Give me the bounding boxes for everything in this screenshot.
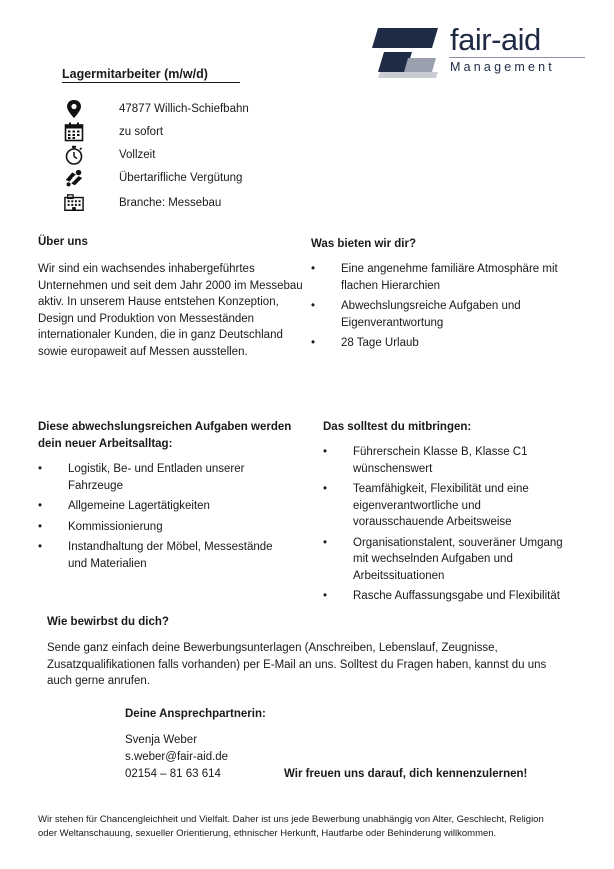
list-item: • Teamfähigkeit, Flexibilität und eine eigenverantwortliche und vorausschauende Arbeitsweise	[323, 481, 573, 531]
fact-industry: Branche: Messebau	[119, 197, 222, 209]
logo-word-hyphen: -	[491, 22, 501, 57]
apply-heading: Wie bewirbst du dich?	[47, 616, 169, 628]
list-item: • Logistik, Be- und Entladen unserer Fahrzeuge	[38, 461, 278, 494]
fact-start-date: zu sofort	[119, 126, 164, 138]
list-item: • Rasche Auffassungsgabe und Flexibilität	[323, 588, 573, 605]
apply-text: Sende ganz einfach deine Bewerbungsunterlagen (Anschreiben, Lebenslauf, Zeugnisse, Zusatzqualifikationen falls vorhanden) per E-Mail an uns. Solltest du Fragen haben, kannst du uns auch gerne anrufen.	[47, 642, 547, 687]
fact-location: 47877 Willich-Schiefbahn	[119, 103, 249, 115]
contact-email[interactable]: s.weber@fair-aid.de	[125, 751, 229, 763]
tasks-heading: Diese abwechslungsreichen Aufgaben werden dein neuer Arbeitsalltag:	[38, 421, 292, 450]
about-heading: Über uns	[38, 236, 88, 248]
contact-name: Svenja Weber	[125, 734, 198, 746]
list-item: • Kommissionierung	[38, 519, 278, 536]
contact-phone: 02154 – 81 63 614	[125, 768, 221, 780]
offer-list	[311, 261, 577, 356]
logo-subtitle: Management	[450, 60, 555, 74]
list-item: • Führerschein Klasse B, Klasse C1 wünschenswert	[323, 444, 573, 477]
diversity-statement: Wir stehen für Chancengleichheit und Vielfalt. Daher ist uns jede Bewerbung unabhängig von Alter, Geschlecht, Religion oder Weltanschauung, sexueller Orientierung, ethnischer Herkunft, Hautfarbe oder Behinderung willkommen.	[38, 814, 544, 839]
stopwatch-icon	[64, 145, 84, 165]
list-item: • Abwechslungsreiche Aufgaben und Eigenverantwortung	[311, 298, 577, 331]
requirements-list	[323, 444, 573, 609]
logo-word-aid: aid	[500, 22, 541, 57]
tasks-list	[38, 461, 278, 576]
logo-word-fair: fair	[450, 22, 492, 57]
calendar-icon	[64, 122, 84, 142]
money-icon	[64, 168, 84, 188]
list-item: • Organisationstalent, souveräner Umgang mit wechselnden Aufgaben und Arbeitssituationen	[323, 535, 573, 585]
fact-salary: Übertarifliche Vergütung	[119, 172, 243, 184]
list-item: • Allgemeine Lagertätigkeiten	[38, 498, 278, 515]
list-item: • 28 Tage Urlaub	[311, 335, 577, 352]
logo-divider	[449, 57, 585, 58]
list-item: • Eine angenehme familiäre Atmosphäre mit flachen Hierarchien	[311, 261, 577, 294]
closing-text: Wir freuen uns darauf, dich kennenzulernen!	[284, 768, 528, 780]
list-item: • Instandhaltung der Möbel, Messestände und Materialien	[38, 539, 278, 572]
building-icon	[64, 193, 84, 213]
offer-heading: Was bieten wir dir?	[311, 238, 417, 250]
requirements-heading: Das solltest du mitbringen:	[323, 421, 472, 433]
about-text: Wir sind ein wachsendes inhabergeführtes Unternehmen und seit dem Jahr 2000 im Messebau aktiv. In unserem Hause entstehen Konzeption, Design und Produktion von Messeständen internationaler Kunden, die in ganz Deutschland sowie europaweit auf Messen ausstellen.	[38, 263, 303, 358]
job-title-underline	[62, 82, 240, 83]
fact-work-time: Vollzeit	[119, 149, 156, 161]
logo-wordmark	[450, 22, 541, 58]
contact-heading: Deine Ansprechpartnerin:	[125, 708, 266, 720]
job-title: Lagermitarbeiter (m/w/d)	[62, 67, 208, 81]
location-pin-icon	[64, 99, 84, 119]
